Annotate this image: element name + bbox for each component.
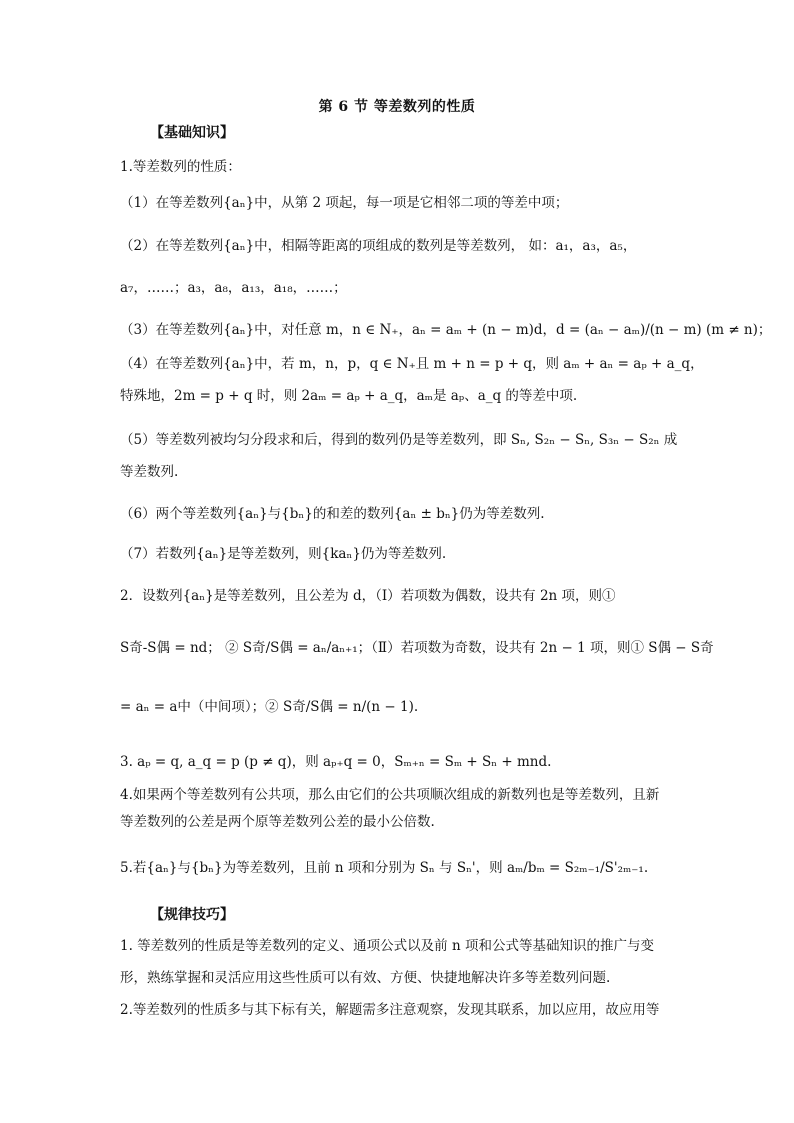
property-1: （1）在等差数列{aₙ}中，从第 2 项起，每一项是它相邻二项的等差中项； <box>120 195 569 211</box>
section-basic-knowledge: 【基础知识】 <box>150 125 234 141</box>
item-5: 5.若{aₙ}与{bₙ}为等差数列，且前 n 项和分别为 Sₙ 与 Sₙ'，则 aₘ/bₘ = S₂ₘ₋₁/S'₂ₘ₋₁. <box>120 860 649 876</box>
property-3: （3）在等差数列{aₙ}中，对任意 m，n ∈ N₊，aₙ = aₘ + (n − m)d，d = (aₙ − aₘ)/(n − m) (m ≠ n)； <box>120 322 772 338</box>
page-title: 第 6 节 等差数列的性质 <box>318 99 476 115</box>
property-2-line-1: （2）在等差数列{aₙ}中，相隔等距离的项组成的数列是等差数列， 如：a₁，a₃，a₅， <box>120 238 637 254</box>
property-2-line-2: a₇，……；a₃，a₈，a₁₃，a₁₈，……； <box>120 280 347 296</box>
item-4-line-1: 4.如果两个等差数列有公共项，那么由它们的公共项顺次组成的新数列也是等差数列，且新 <box>120 787 660 803</box>
item-2-line-3: = aₙ = a中（中间项）；② S奇/S偶 = n/(n − 1). <box>120 699 419 715</box>
property-7: （7）若数列{aₙ}是等差数列，则{kaₙ}仍为等差数列. <box>120 546 447 562</box>
technique-2-line-1: 2.等差数列的性质多与其下标有关，解题需多注意观察，发现其联系，加以应用，故应用等 <box>120 1002 660 1018</box>
technique-1-line-1: 1. 等差数列的性质是等差数列的定义、通项公式以及前 n 项和公式等基础知识的推广与变 <box>120 938 654 954</box>
property-4-line-2: 特殊地，2m = p + q 时，则 2aₘ = aₚ + a_q，aₘ是 aₚ、a_q 的等差中项. <box>120 388 578 404</box>
paragraph-1-heading: 1.等差数列的性质： <box>120 159 241 175</box>
property-4-line-1: （4）在等差数列{aₙ}中，若 m，n，p，q ∈ N₊且 m + n = p + q，则 aₘ + aₙ = aₚ + a_q， <box>120 356 704 372</box>
item-3: 3. aₚ = q, a_q = p (p ≠ q)，则 aₚ₊q = 0，Sₘ₊ₙ = Sₘ + Sₙ + mnd. <box>120 754 552 770</box>
technique-1-line-2: 形，熟练掌握和灵活应用这些性质可以有效、方便、快捷地解决许多等差数列问题. <box>120 970 611 986</box>
item-2-line-2: S奇-S偶 = nd； ② S奇/S偶 = aₙ/aₙ₊₁；（Ⅱ）若项数为奇数，设共有 2n − 1 项，则① S偶 − S奇 <box>120 640 714 656</box>
property-5-line-1: （5）等差数列被均匀分段求和后，得到的数列仍是等差数列，即 Sₙ, S₂ₙ − Sₙ, S₃ₙ − S₂ₙ 成 <box>120 432 678 448</box>
item-4-line-2: 等差数列的公差是两个原等差数列公差的最小公倍数. <box>120 814 435 830</box>
item-2-line-1: 2．设数列{aₙ}是等差数列，且公差为 d，（Ⅰ）若项数为偶数，设共有 2n 项，则① <box>120 588 616 604</box>
property-5-line-2: 等差数列. <box>120 464 179 480</box>
property-6: （6）两个等差数列{aₙ}与{bₙ}的和差的数列{aₙ ± bₙ}仍为等差数列. <box>120 506 545 522</box>
section-rules-techniques: 【规律技巧】 <box>150 907 234 923</box>
